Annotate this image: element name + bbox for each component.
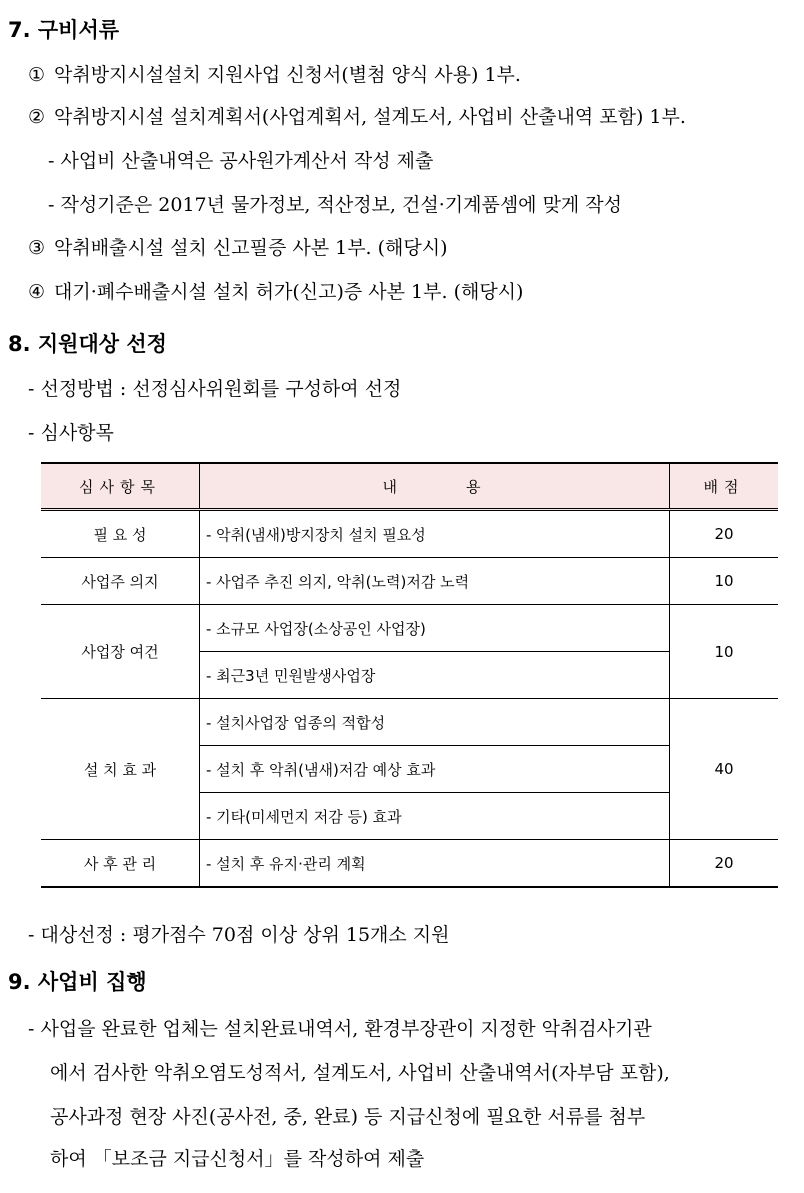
header-category: 심사항목 [41, 463, 200, 510]
header-score: 배점 [670, 463, 779, 510]
item-4-mark: ④ [28, 281, 46, 303]
row-category: 사업장 여건 [41, 605, 200, 699]
section-9-title: 9. 사업비 집행 [8, 970, 147, 994]
row-score: 20 [670, 840, 779, 888]
sub-item-1: - 사업비 산출내역은 공사원가계산서 작성 제출 [48, 150, 434, 172]
row-score: 10 [670, 558, 779, 605]
row-content: - 사업주 추진 의지, 악취(노력)저감 노력 [200, 558, 670, 605]
item-1-text: 악취방지시설설치 지원사업 신청서(별첨 양식 사용) 1부. [54, 64, 521, 86]
row-content: - 설치 후 악취(냄새)저감 예상 효과 [200, 746, 670, 793]
row-content: - 설치 후 유지·관리 계획 [200, 840, 670, 888]
doc-item-4 [28, 277, 523, 304]
row-content: - 소규모 사업장(소상공인 사업장) [200, 605, 670, 652]
execution-line-2: 에서 검사한 악취오염도성적서, 설계도서, 사업비 산출내역서(자부담 포함), [50, 1062, 670, 1084]
row-score: 40 [670, 699, 779, 840]
table-row [41, 558, 778, 605]
row-category: 필 요 성 [41, 510, 200, 558]
table-row [41, 510, 778, 558]
table-row [41, 699, 778, 746]
item-2-text: 악취방지시설 설치계획서(사업계획서, 설계도서, 사업비 산출내역 포함) 1부. [54, 106, 686, 128]
doc-item-1 [28, 60, 521, 87]
row-category: 설 치 효 과 [41, 699, 200, 840]
selection-method: - 선정방법 : 선정심사위원회를 구성하여 선정 [28, 378, 402, 400]
section-8-title: 8. 지원대상 선정 [8, 332, 167, 356]
doc-item-2 [28, 102, 686, 129]
execution-line-4: 하여 「보조금 지급신청서」를 작성하여 제출 [50, 1148, 425, 1170]
table-header-row [41, 463, 778, 510]
row-category: 사 후 관 리 [41, 840, 200, 888]
execution-line-1: - 사업을 완료한 업체는 설치완료내역서, 환경부장관이 지정한 악취검사기관 [28, 1018, 652, 1040]
doc-item-3 [28, 233, 448, 260]
row-content: - 최근3년 민원발생사업장 [200, 652, 670, 699]
section-7-title: 7. 구비서류 [8, 18, 120, 42]
row-content: - 설치사업장 업종의 적합성 [200, 699, 670, 746]
table-row [41, 605, 778, 652]
item-2-mark: ② [28, 106, 46, 128]
item-3-text: 악취배출시설 설치 신고필증 사본 1부. (해당시) [54, 237, 448, 259]
item-1-mark: ① [28, 64, 46, 86]
row-score: 10 [670, 605, 779, 699]
row-category: 사업주 의지 [41, 558, 200, 605]
sub-item-2: - 작성기준은 2017년 물가정보, 적산정보, 건설·기계품셈에 맞게 작성 [48, 194, 623, 216]
table-row [41, 840, 778, 888]
item-4-text: 대기·폐수배출시설 설치 허가(신고)증 사본 1부. (해당시) [54, 281, 524, 303]
row-content: - 악취(냄새)방지장치 설치 필요성 [200, 510, 670, 558]
item-3-mark: ③ [28, 237, 46, 259]
selection-criteria: - 대상선정 : 평가점수 70점 이상 상위 15개소 지원 [28, 924, 450, 946]
row-content: - 기타(미세먼지 저감 등) 효과 [200, 793, 670, 840]
review-table [41, 462, 778, 888]
execution-line-3: 공사과정 현장 사진(공사전, 중, 완료) 등 지급신청에 필요한 서류를 첨부 [50, 1106, 646, 1128]
review-items-label: - 심사항목 [28, 422, 114, 444]
row-score: 20 [670, 510, 779, 558]
header-content: 내 용 [200, 463, 670, 510]
